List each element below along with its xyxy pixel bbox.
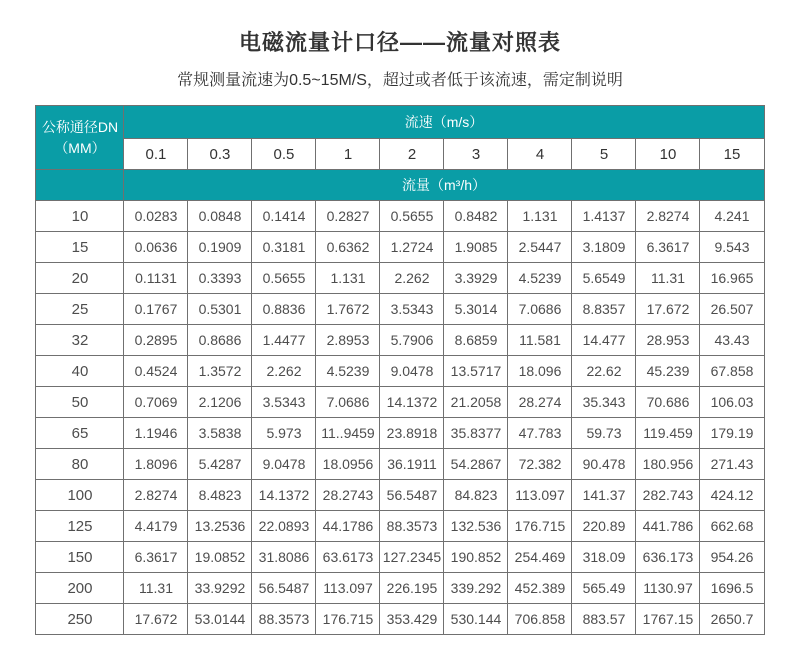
flow-value-cell: 3.5343 xyxy=(380,294,444,325)
flow-value-cell: 452.389 xyxy=(508,573,572,604)
dn-cell: 100 xyxy=(36,480,124,511)
flow-value-cell: 119.459 xyxy=(636,418,700,449)
dn-cell: 80 xyxy=(36,449,124,480)
flow-value-cell: 220.89 xyxy=(572,511,636,542)
flow-value-cell: 67.858 xyxy=(700,356,764,387)
flow-value-cell: 7.0686 xyxy=(508,294,572,325)
flow-value-cell: 47.783 xyxy=(508,418,572,449)
flow-value-cell: 36.1911 xyxy=(380,449,444,480)
velocity-header-cell: 0.3 xyxy=(188,139,252,170)
flow-value-cell: 2.8274 xyxy=(124,480,188,511)
flow-value-cell: 1.2724 xyxy=(380,232,444,263)
table-row xyxy=(36,201,764,232)
flow-value-cell: 176.715 xyxy=(316,604,380,635)
flow-value-cell: 1.1946 xyxy=(124,418,188,449)
flow-value-cell: 44.1786 xyxy=(316,511,380,542)
flow-value-cell: 5.6549 xyxy=(572,263,636,294)
flow-value-cell: 1.131 xyxy=(316,263,380,294)
flow-value-cell: 2.1206 xyxy=(188,387,252,418)
flow-value-cell: 5.3014 xyxy=(444,294,508,325)
flow-value-cell: 33.9292 xyxy=(188,573,252,604)
flow-value-cell: 530.144 xyxy=(444,604,508,635)
flow-value-cell: 11.31 xyxy=(124,573,188,604)
flow-value-cell: 4.4179 xyxy=(124,511,188,542)
flow-value-cell: 127.2345 xyxy=(380,542,444,573)
dn-cell: 50 xyxy=(36,387,124,418)
flow-value-cell: 8.6859 xyxy=(444,325,508,356)
flow-value-cell: 1.9085 xyxy=(444,232,508,263)
table-row xyxy=(36,418,764,449)
flow-value-cell: 14.477 xyxy=(572,325,636,356)
table-row xyxy=(36,542,764,573)
flow-value-cell: 190.852 xyxy=(444,542,508,573)
flow-value-cell: 106.03 xyxy=(700,387,764,418)
table-row xyxy=(36,325,764,356)
dn-cell: 15 xyxy=(36,232,124,263)
velocity-header-cell: 2 xyxy=(380,139,444,170)
flow-value-cell: 1.4137 xyxy=(572,201,636,232)
flow-value-cell: 226.195 xyxy=(380,573,444,604)
flow-value-cell: 35.343 xyxy=(572,387,636,418)
flow-value-cell: 0.5655 xyxy=(252,263,316,294)
header-row-velocity-values xyxy=(36,139,764,170)
dn-cell: 250 xyxy=(36,604,124,635)
flow-rate-table xyxy=(35,105,764,635)
flow-value-cell: 4.241 xyxy=(700,201,764,232)
flow-value-cell: 9.543 xyxy=(700,232,764,263)
flow-value-cell: 0.4524 xyxy=(124,356,188,387)
flow-value-cell: 8.8357 xyxy=(572,294,636,325)
flow-value-cell: 339.292 xyxy=(444,573,508,604)
velocity-band-header: 流速（m/s） xyxy=(124,106,764,139)
flow-value-cell: 13.5717 xyxy=(444,356,508,387)
flow-value-cell: 22.62 xyxy=(572,356,636,387)
flow-value-cell: 88.3573 xyxy=(380,511,444,542)
flow-value-cell: 1.3572 xyxy=(188,356,252,387)
flow-value-cell: 176.715 xyxy=(508,511,572,542)
flow-value-cell: 0.3181 xyxy=(252,232,316,263)
header-row-velocity-band xyxy=(36,106,764,139)
flow-value-cell: 0.7069 xyxy=(124,387,188,418)
flow-value-cell: 1.4477 xyxy=(252,325,316,356)
corner-header-line2: （MM） xyxy=(54,139,106,156)
flow-value-cell: 424.12 xyxy=(700,480,764,511)
flow-value-cell: 2.262 xyxy=(252,356,316,387)
flow-value-cell: 14.1372 xyxy=(380,387,444,418)
table-row xyxy=(36,387,764,418)
flow-value-cell: 70.686 xyxy=(636,387,700,418)
flow-value-cell: 0.8482 xyxy=(444,201,508,232)
flow-value-cell: 113.097 xyxy=(316,573,380,604)
table-row xyxy=(36,480,764,511)
flow-value-cell: 0.0283 xyxy=(124,201,188,232)
flow-value-cell: 1130.97 xyxy=(636,573,700,604)
flow-value-cell: 9.0478 xyxy=(252,449,316,480)
table-row xyxy=(36,356,764,387)
velocity-header-cell: 0.1 xyxy=(124,139,188,170)
flow-value-cell: 59.73 xyxy=(572,418,636,449)
dn-cell: 65 xyxy=(36,418,124,449)
flow-value-cell: 179.19 xyxy=(700,418,764,449)
flow-value-cell: 271.43 xyxy=(700,449,764,480)
page-title: 电磁流量计口径——流量对照表 xyxy=(238,30,561,55)
flow-value-cell: 45.239 xyxy=(636,356,700,387)
flow-value-cell: 0.5655 xyxy=(380,201,444,232)
flow-value-cell: 0.0848 xyxy=(188,201,252,232)
flow-value-cell: 7.0686 xyxy=(316,387,380,418)
flow-value-cell: 0.6362 xyxy=(316,232,380,263)
flow-value-cell: 88.3573 xyxy=(252,604,316,635)
flow-value-cell: 2650.7 xyxy=(700,604,764,635)
dn-cell: 150 xyxy=(36,542,124,573)
flow-value-cell: 56.5487 xyxy=(252,573,316,604)
flow-value-cell: 3.5838 xyxy=(188,418,252,449)
flow-value-cell: 18.0956 xyxy=(316,449,380,480)
flow-value-cell: 18.096 xyxy=(508,356,572,387)
flow-value-cell: 0.1767 xyxy=(124,294,188,325)
flow-value-cell: 565.49 xyxy=(572,573,636,604)
dn-cell: 25 xyxy=(36,294,124,325)
velocity-header-cell: 0.5 xyxy=(252,139,316,170)
flow-value-cell: 113.097 xyxy=(508,480,572,511)
flow-value-cell: 8.4823 xyxy=(188,480,252,511)
flow-value-cell: 1767.15 xyxy=(636,604,700,635)
flow-value-cell: 5.4287 xyxy=(188,449,252,480)
flow-value-cell: 0.1414 xyxy=(252,201,316,232)
table-row xyxy=(36,294,764,325)
flow-value-cell: 318.09 xyxy=(572,542,636,573)
flow-value-cell: 22.0893 xyxy=(252,511,316,542)
flow-value-cell: 11..9459 xyxy=(316,418,380,449)
flow-value-cell: 63.6173 xyxy=(316,542,380,573)
flow-value-cell: 954.26 xyxy=(700,542,764,573)
table-row xyxy=(36,604,764,635)
flow-value-cell: 2.8953 xyxy=(316,325,380,356)
flow-value-cell: 4.5239 xyxy=(316,356,380,387)
flow-band-corner-cell xyxy=(36,170,124,201)
flow-value-cell: 1696.5 xyxy=(700,573,764,604)
flow-value-cell: 84.823 xyxy=(444,480,508,511)
flow-value-cell: 14.1372 xyxy=(252,480,316,511)
table-row xyxy=(36,449,764,480)
flow-band-header: 流量（m³/h） xyxy=(124,170,764,201)
flow-value-cell: 43.43 xyxy=(700,325,764,356)
flow-value-cell: 0.8836 xyxy=(252,294,316,325)
flow-value-cell: 0.2827 xyxy=(316,201,380,232)
flow-value-cell: 0.1909 xyxy=(188,232,252,263)
table-row xyxy=(36,511,764,542)
flow-value-cell: 0.2895 xyxy=(124,325,188,356)
flow-value-cell: 2.8274 xyxy=(636,201,700,232)
flow-value-cell: 19.0852 xyxy=(188,542,252,573)
dn-cell: 32 xyxy=(36,325,124,356)
corner-header-line1: 公称通径DN xyxy=(41,119,119,136)
flow-value-cell: 2.262 xyxy=(380,263,444,294)
velocity-header-cell: 1 xyxy=(316,139,380,170)
corner-header-dn-mm xyxy=(36,106,124,170)
flow-value-cell: 0.8686 xyxy=(188,325,252,356)
velocity-header-cell: 3 xyxy=(444,139,508,170)
flow-value-cell: 16.965 xyxy=(700,263,764,294)
flow-value-cell: 72.382 xyxy=(508,449,572,480)
header-row-flow-band xyxy=(36,170,764,201)
flow-value-cell: 3.1809 xyxy=(572,232,636,263)
flow-value-cell: 13.2536 xyxy=(188,511,252,542)
flow-value-cell: 706.858 xyxy=(508,604,572,635)
dn-cell: 200 xyxy=(36,573,124,604)
flow-value-cell: 17.672 xyxy=(124,604,188,635)
flow-value-cell: 53.0144 xyxy=(188,604,252,635)
flow-value-cell: 6.3617 xyxy=(636,232,700,263)
flow-value-cell: 23.8918 xyxy=(380,418,444,449)
flow-value-cell: 0.3393 xyxy=(188,263,252,294)
flow-value-cell: 26.507 xyxy=(700,294,764,325)
flow-value-cell: 54.2867 xyxy=(444,449,508,480)
flow-value-cell: 4.5239 xyxy=(508,263,572,294)
flow-value-cell: 11.31 xyxy=(636,263,700,294)
flow-value-cell: 1.131 xyxy=(508,201,572,232)
flow-value-cell: 56.5487 xyxy=(380,480,444,511)
flow-value-cell: 141.37 xyxy=(572,480,636,511)
flow-value-cell: 35.8377 xyxy=(444,418,508,449)
flow-value-cell: 0.1131 xyxy=(124,263,188,294)
dn-cell: 10 xyxy=(36,201,124,232)
velocity-header-cell: 15 xyxy=(700,139,764,170)
dn-cell: 20 xyxy=(36,263,124,294)
flow-value-cell: 662.68 xyxy=(700,511,764,542)
flow-value-cell: 0.0636 xyxy=(124,232,188,263)
flow-value-cell: 28.953 xyxy=(636,325,700,356)
flow-value-cell: 883.57 xyxy=(572,604,636,635)
flow-value-cell: 132.536 xyxy=(444,511,508,542)
flow-value-cell: 5.973 xyxy=(252,418,316,449)
flow-value-cell: 282.743 xyxy=(636,480,700,511)
flow-value-cell: 353.429 xyxy=(380,604,444,635)
dn-cell: 40 xyxy=(36,356,124,387)
flow-value-cell: 254.469 xyxy=(508,542,572,573)
velocity-header-cell: 5 xyxy=(572,139,636,170)
flow-value-cell: 3.3929 xyxy=(444,263,508,294)
flow-value-cell: 2.5447 xyxy=(508,232,572,263)
flow-value-cell: 5.7906 xyxy=(380,325,444,356)
flow-value-cell: 1.8096 xyxy=(124,449,188,480)
dn-cell: 125 xyxy=(36,511,124,542)
flow-value-cell: 3.5343 xyxy=(252,387,316,418)
flow-value-cell: 11.581 xyxy=(508,325,572,356)
flow-value-cell: 28.274 xyxy=(508,387,572,418)
flow-value-cell: 636.173 xyxy=(636,542,700,573)
flow-value-cell: 21.2058 xyxy=(444,387,508,418)
velocity-header-cell: 4 xyxy=(508,139,572,170)
table-row xyxy=(36,573,764,604)
table-row xyxy=(36,232,764,263)
flow-value-cell: 180.956 xyxy=(636,449,700,480)
flow-value-cell: 90.478 xyxy=(572,449,636,480)
flow-value-cell: 31.8086 xyxy=(252,542,316,573)
flow-value-cell: 441.786 xyxy=(636,511,700,542)
flow-value-cell: 28.2743 xyxy=(316,480,380,511)
velocity-header-cell: 10 xyxy=(636,139,700,170)
table-row xyxy=(36,263,764,294)
page xyxy=(0,26,800,635)
flow-value-cell: 0.5301 xyxy=(188,294,252,325)
flow-value-cell: 1.7672 xyxy=(316,294,380,325)
flow-value-cell: 17.672 xyxy=(636,294,700,325)
flow-value-cell: 9.0478 xyxy=(380,356,444,387)
page-subtitle: 常规测量流速为0.5~15M/S，超过或者低于该流速，需定制说明 xyxy=(177,72,623,89)
flow-value-cell: 6.3617 xyxy=(124,542,188,573)
